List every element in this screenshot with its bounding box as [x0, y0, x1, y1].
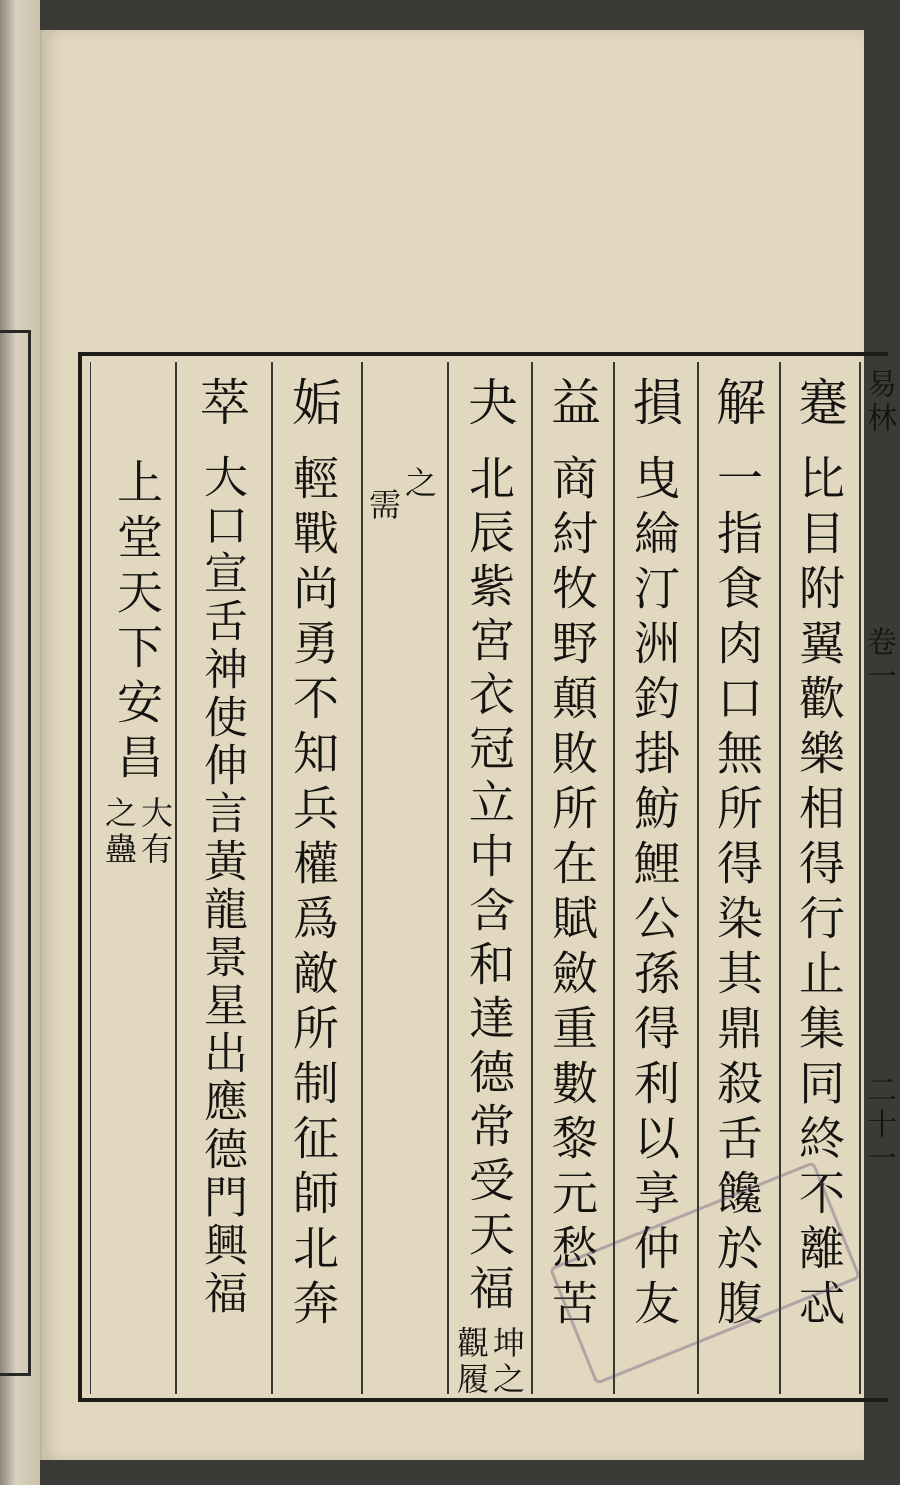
book-page	[40, 30, 896, 1460]
hexagram-heading: 姤	[284, 376, 342, 426]
column-rule	[447, 362, 449, 1394]
verse-text: 大口宣舌神使伸言黃龍景星出應德門興福	[196, 454, 247, 1318]
note-column	[363, 458, 439, 524]
note-line: 坤之	[488, 1326, 526, 1398]
verse-text: 北辰紫宮衣冠立中含和達德常受天福	[462, 454, 516, 1318]
text-column	[99, 458, 175, 868]
note-line: 大有	[136, 796, 174, 868]
text-column	[451, 376, 527, 1398]
hexagram-heading: 蹇	[790, 376, 848, 426]
text-column	[616, 376, 692, 1334]
hexagram-heading: 益	[543, 376, 601, 426]
juan-label: 卷一	[861, 626, 896, 694]
interlinear-note	[100, 796, 174, 868]
verse-text: 曳綸汀洲釣掛魴鯉公孫得利以享仲友	[627, 454, 681, 1334]
hexagram-heading: 萃	[192, 376, 250, 426]
note-line: 之	[400, 466, 438, 502]
verse-text: 上堂天下安昌	[110, 458, 164, 788]
column-rule	[613, 362, 615, 1394]
hexagram-heading: 解	[708, 376, 766, 426]
verse-text: 一指食肉口無所得染其鼎殺舌饞於腹	[710, 454, 764, 1334]
page-margin-column	[861, 368, 895, 1176]
text-column	[183, 376, 259, 1318]
column-rule	[175, 362, 177, 1394]
book-title: 易林	[861, 368, 896, 436]
hexagram-heading: 損	[625, 376, 683, 426]
adjacent-page-border	[0, 330, 31, 1376]
text-column	[275, 376, 351, 1334]
column-rule	[531, 362, 533, 1394]
text-column	[534, 376, 610, 1334]
blank-upper-margin	[42, 30, 864, 316]
note-line: 觀履	[452, 1326, 490, 1398]
verse-text: 商紂牧野顛敗所在賦斂重數黎元愁苦	[545, 454, 599, 1334]
note-line: 需	[364, 488, 402, 524]
verse-text: 比目附翼歡樂相得行止集同終不離忒	[792, 454, 846, 1334]
interlinear-note	[452, 1326, 526, 1398]
verse-text: 輕戰尚勇不知兵權爲敵所制征師北奔	[286, 454, 340, 1334]
adjacent-page-edge	[0, 0, 40, 1485]
hexagram-heading: 夬	[460, 376, 518, 426]
note-line: 之蠱	[100, 796, 138, 868]
page-number: 二十一	[861, 1074, 896, 1176]
interlinear-note	[364, 466, 438, 524]
column-rule	[271, 362, 273, 1394]
